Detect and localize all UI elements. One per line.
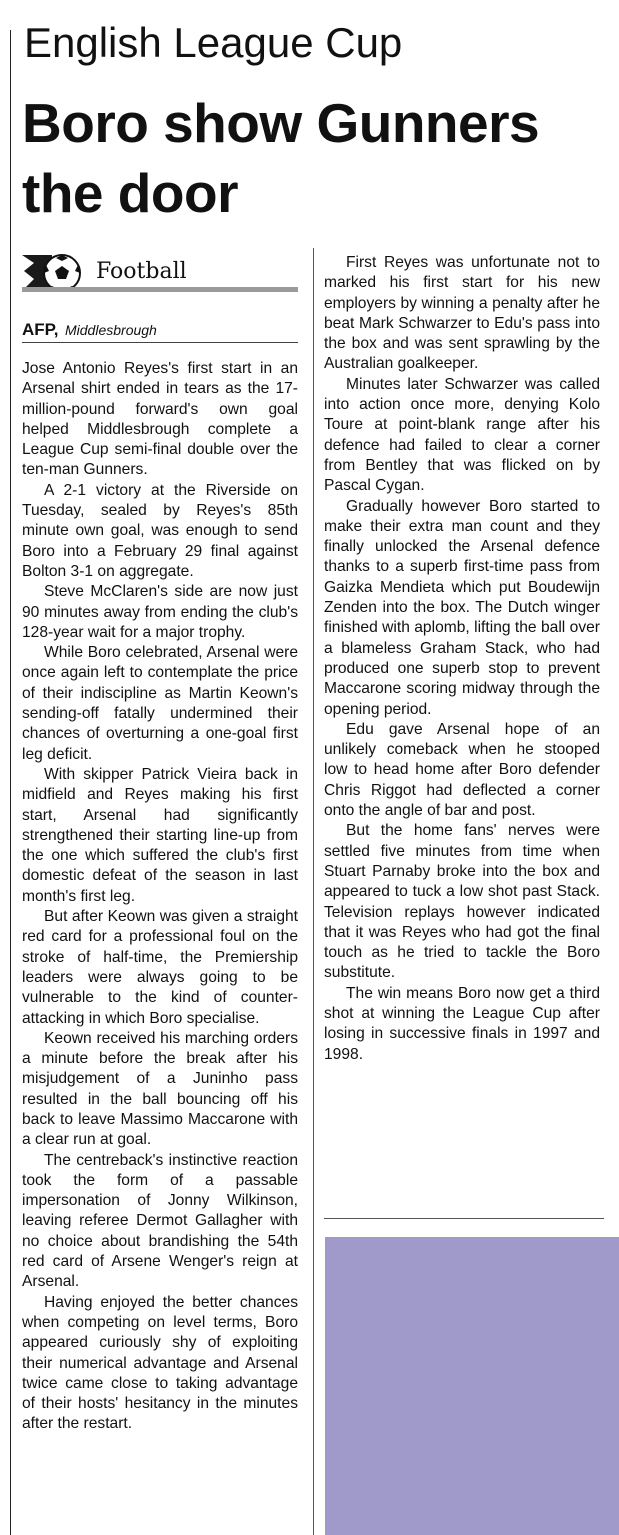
article-paragraph: But the home fans' nerves were settled five minutes from time when Stuart Parnaby broke into the box and appeared to tuck a low shot past Stack. Television replays however indicated that it was Reyes who had got the final touch as he tried to tackle the Boro substitute. — [324, 822, 600, 982]
kicker-title: English League Cup — [24, 19, 403, 66]
byline-agency: AFP, — [22, 320, 59, 339]
left-column-rule — [10, 30, 11, 1535]
article-column-2 — [324, 253, 600, 1065]
article-paragraph: Having enjoyed the better chances when competing on level terms, Boro appeared curiously shy of exploiting their numerical advantage and Arsenal twice came close to taking advantage of their hosts' hesitancy in the minutes after the restart. — [22, 1293, 298, 1433]
article-paragraph: Jose Antonio Reyes's first start in an Arsenal shirt ended in tears as the 17-million-pound forward's own goal helped Middlesbrough complete a League Cup semi-final double over the ten-man Gunners. — [22, 360, 298, 479]
article-paragraph: Minutes later Schwarzer was called into action once more, denying Kolo Toure at point-blank range after his defence had failed to clear a corner from Bentley that was flicked on by Pascal Cygan. — [324, 375, 600, 495]
headline: Boro show Gunners the door — [22, 92, 540, 224]
article-paragraph: Gradually however Boro started to make their extra man count and they finally unlocked the Arsenal defence thanks to a superb first-time pass from Gaizka Mendieta which put Boudewijn Zenden into the box. The Dutch winger finished with aplomb, lifting the ball over a blameless Graham Stack, who had produced one superb stop to prevent Maccarone scoring midway through the opening period. — [324, 497, 600, 718]
article-paragraph: But after Keown was given a straight red card for a professional foul on the stroke of half-time, the Premiership leaders were always going to be vulnerable to the kind of counter-attacking in which Boro specialise. — [22, 908, 298, 1027]
article-paragraph: Steve McClaren's side are now just 90 minutes away from ending the club's 128-year wait for a major trophy. — [22, 583, 298, 641]
article-paragraph: The win means Boro now get a third shot at winning the League Cup after losing in successive finals in 1997 and 1998. — [324, 984, 600, 1063]
article-paragraph: Edu gave Arsenal hope of an unlikely comeback when he stooped low to head home after Boro defender Chris Riggot had deflected a corner onto the angle of bar and post. — [324, 720, 600, 820]
article-column-1 — [22, 359, 298, 1435]
article-paragraph: First Reyes was unfortunate not to marked his first start for his new employers by winning a penalty after he beat Mark Schwarzer to Edu's pass into the box and was sent sprawling by the Australian goalkeeper. — [324, 254, 600, 373]
byline-place: Middlesbrough — [65, 322, 157, 338]
advertisement-box — [325, 1237, 619, 1535]
section-bar — [22, 253, 298, 293]
byline — [22, 320, 298, 343]
article-paragraph: The centreback's instinctive reaction took the form of a passable impersonation of Jonny Wilkinson, leaving referee Dermot Gallagher with no choice about brandishing the 54th red card of Arsene Wenger's reign at Arsenal. — [22, 1151, 298, 1291]
section-label: Football — [96, 259, 187, 284]
article-paragraph: With skipper Patrick Vieira back in midfield and Reyes making his first start, Arsenal had significantly strengthened their starting line-up from the one which suffered the club's first domestic defeat of the season in last month's first leg. — [22, 765, 298, 905]
article-end-rule — [324, 1218, 604, 1219]
article-paragraph: A 2-1 victory at the Riverside on Tuesday, sealed by Reyes's 85th minute own goal, was enough to send Boro into a February 29 final against Bolton 3-1 on aggregate. — [22, 481, 298, 580]
article-paragraph: Keown received his marching orders a minute before the break after his misjudgement of a Juninho pass resulted in the ball bouncing off his back to leave Massimo Maccarone with a clear run at goal. — [22, 1029, 298, 1149]
section-rule — [22, 287, 298, 292]
column-divider — [313, 248, 314, 1535]
article-paragraph: While Boro celebrated, Arsenal were once again left to contemplate the price of their indiscipline as Martin Keown's sending-off fatally undermined their chances of overturning a one-goal first leg deficit. — [22, 644, 298, 763]
